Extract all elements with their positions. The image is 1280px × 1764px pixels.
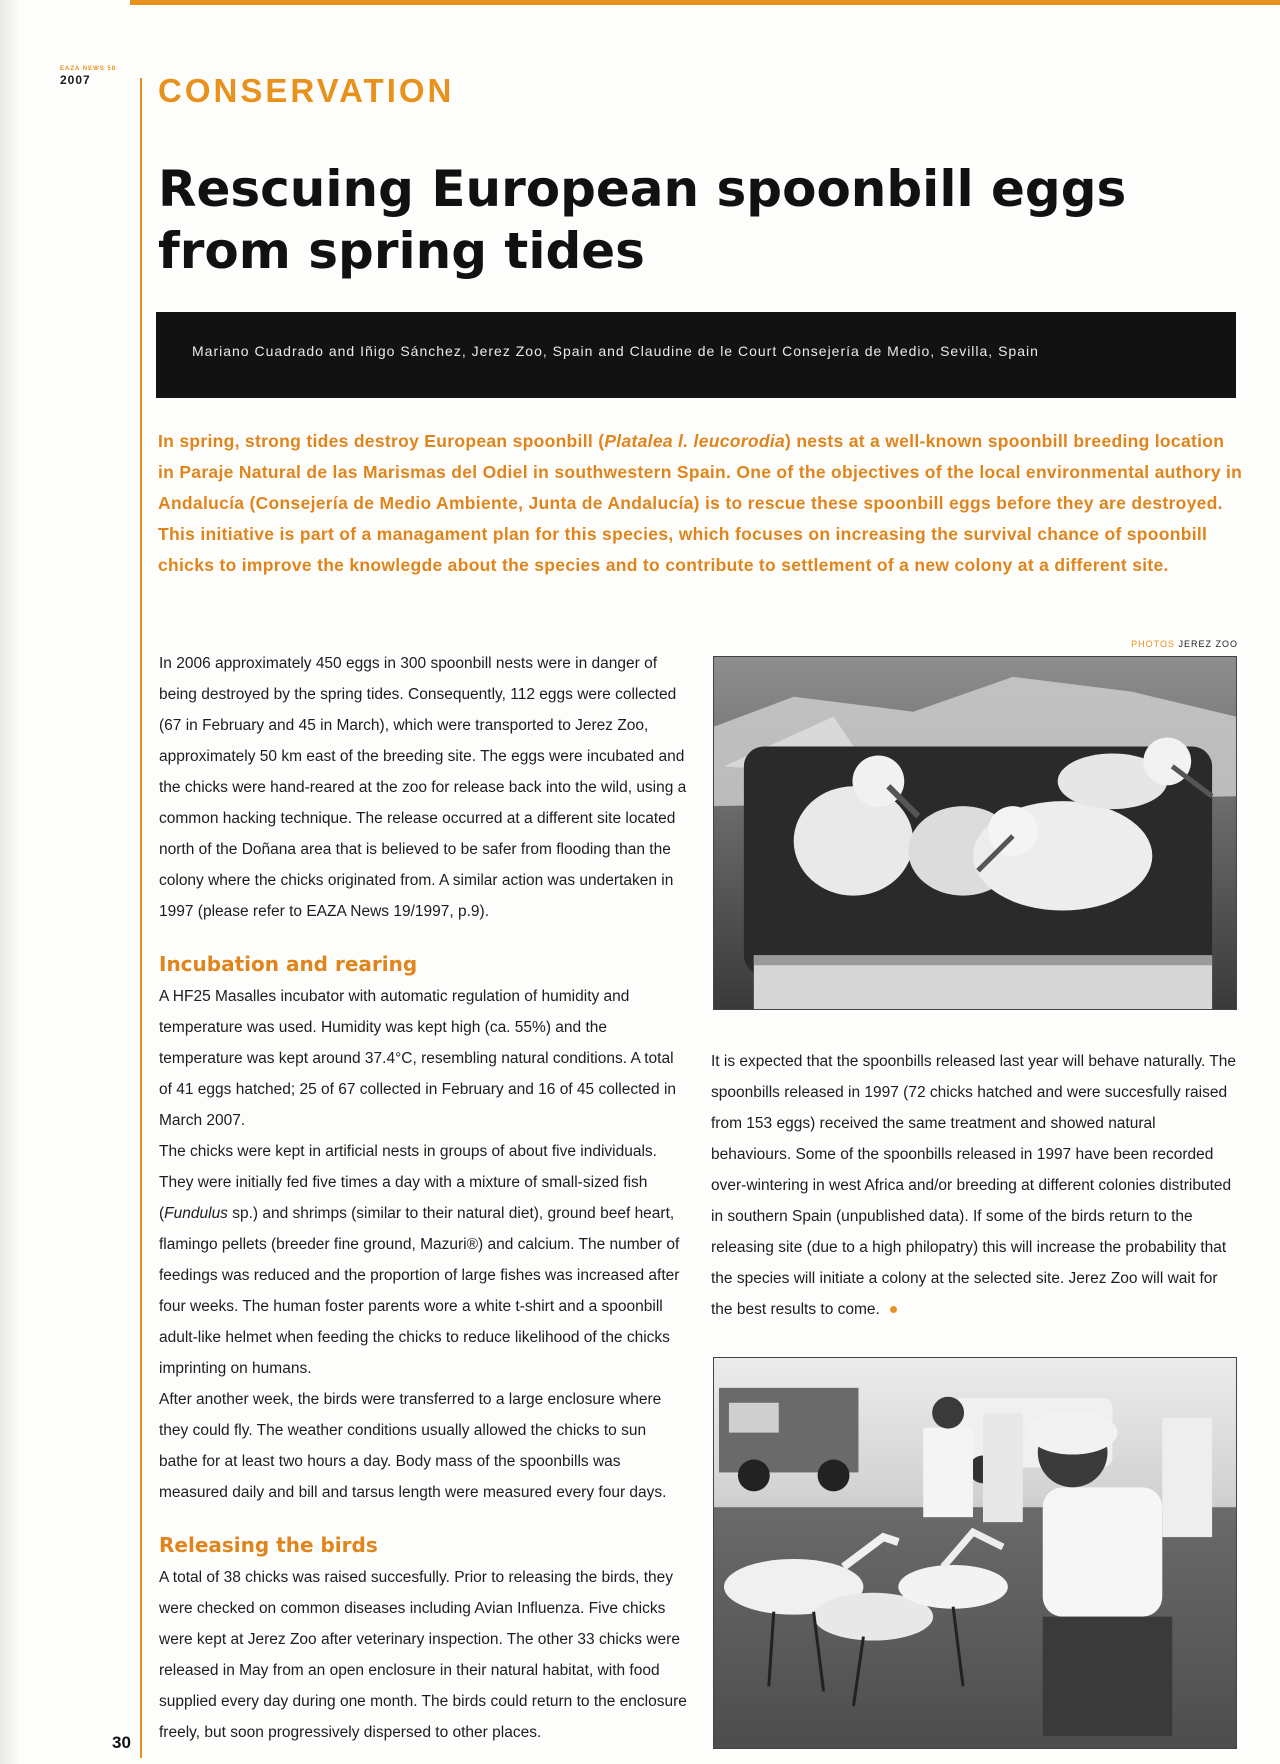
intro-species: Platalea l. leucorodia (604, 431, 786, 451)
photo-chicks-in-nest (713, 656, 1237, 1010)
intro-paragraph (158, 426, 1243, 581)
body-paragraph-4: After another week, the birds were transferred to a large enclosure where they could fly. The weather conditions usually allowed the chicks to sun bathe for at least two hours a day. Body mass of the spoonbills was measured daily and bill and tarsus length were measured every four days. (159, 1391, 667, 1501)
page-number: 30 (112, 1733, 131, 1752)
magazine-name: EAZA NEWS 58 (60, 66, 117, 72)
issue-label (60, 66, 142, 87)
top-rule (130, 0, 1280, 5)
subheading-release: Releasing the birds (159, 1533, 378, 1557)
author-byline: Mariano Cuadrado and Iñigo Sánchez, Jerez Zoo, Spain and Claudine de le Court Consejería de Medio, Sevilla, Spain (156, 312, 1236, 398)
section-heading: CONSERVATION (158, 72, 455, 109)
photo-release-illustration (714, 1358, 1236, 1748)
fish-genus: Fundulus (164, 1205, 228, 1222)
issue-year: 2007 (60, 73, 91, 87)
body-paragraph-3a: The chicks were kept in artificial nests in groups of about five individuals. They were initially fed five times a day with a mixture of small-sized fish ( (159, 1143, 657, 1222)
photo-chicks-illustration (714, 657, 1236, 1009)
body-paragraph-6: It is expected that the spoonbills released last year will behave naturally. The spoonbills released in 1997 (72 chicks hatched and were succesfully raised from 153 eggs) received the same treatment and showed natural behaviours. Some of the spoonbills released in 1997 have been recorded over-wintering in west Africa and/or breeding at different colonies distributed in southern Spain (unpublished data). If some of the birds return to the releasing site (due to a high philopatry) this will increase the probability that the species will initiate a colony at the selected site. Jerez Zoo will wait for the best results to come. (711, 1053, 1237, 1318)
article-title: Rescuing European spoonbill eggs from spring tides (158, 160, 1127, 280)
photo-credit-label: PHOTOS (1131, 639, 1175, 649)
end-of-article-bullet (890, 1306, 897, 1313)
subheading-incubation: Incubation and rearing (159, 952, 418, 976)
intro-text-1: In spring, strong tides destroy European spoonbill ( (158, 431, 605, 451)
page-edge-shadow (0, 0, 18, 1764)
photo-credit (1000, 639, 1238, 649)
margin-rule (140, 78, 142, 1758)
body-paragraph-3 (159, 1136, 689, 1384)
photo-release-team (713, 1357, 1237, 1749)
intro-text-2: ) nests at a well-known spoonbill breeding location in Paraje Natural de las Marismas del Odiel in southwestern Spain. One of the objectives of the local environmental authory in Andalucía (Consejería de Medio Ambiente, Junta de Andalucía) is to rescue these spoonbill eggs before they are destroyed. This initiative is part of a managament plan for this species, which focuses on increasing the survival chance of spoonbill chicks to improve the knowlegde about the species and to contribute to settlement of a new colony at a different site. (158, 431, 1243, 575)
right-column-paragraph (711, 1046, 1236, 1325)
photo-credit-name: JEREZ ZOO (1178, 639, 1238, 649)
body-paragraph-2: A HF25 Masalles incubator with automatic regulation of humidity and temperature was used. Humidity was kept high (ca. 55%) and the temperature was kept around 37.4°C, resembling natural conditions. A total of 41 eggs hatched; 25 of 67 collected in February and 16 of 45 collected in March 2007. (159, 988, 677, 1129)
body-paragraph-5: A total of 38 chicks was raised succesfully. Prior to releasing the birds, they were checked on common diseases including Avian Influenza. Five chicks were kept at Jerez Zoo after veterinary inspection. The other 33 chicks were released in May from an open enclosure in their natural habitat, with food supplied every day during one month. The birds could return to the enclosure freely, but soon progressively dispersed to other places. (159, 1569, 687, 1741)
left-column (159, 648, 689, 1748)
body-paragraph-1: In 2006 approximately 450 eggs in 300 spoonbill nests were in danger of being destroyed by the spring tides. Consequently, 112 eggs were collected (67 in February and 45 in March), which were transported to Jerez Zoo, approximately 50 km east of the breeding site. The eggs were incubated and the chicks were hand-reared at the zoo for release back into the wild, using a common hacking technique. The release occurred at a different site located north of the Doñana area that is believed to be safer from flooding than the colony where the chicks originated from. A similar action was undertaken in 1997 (please refer to EAZA News 19/1997, p.9). (159, 655, 687, 920)
body-paragraph-3b: sp.) and shrimps (similar to their natural diet), ground beef heart, flamingo pellets (breeder fine ground, Mazuri®) and calcium. The number of feedings was reduced and the proportion of large fishes was increased after four weeks. The human foster parents wore a white t-shirt and a spoonbill adult-like helmet when feeding the chicks to reduce likelihood of the chicks imprinting on humans. (159, 1205, 680, 1377)
